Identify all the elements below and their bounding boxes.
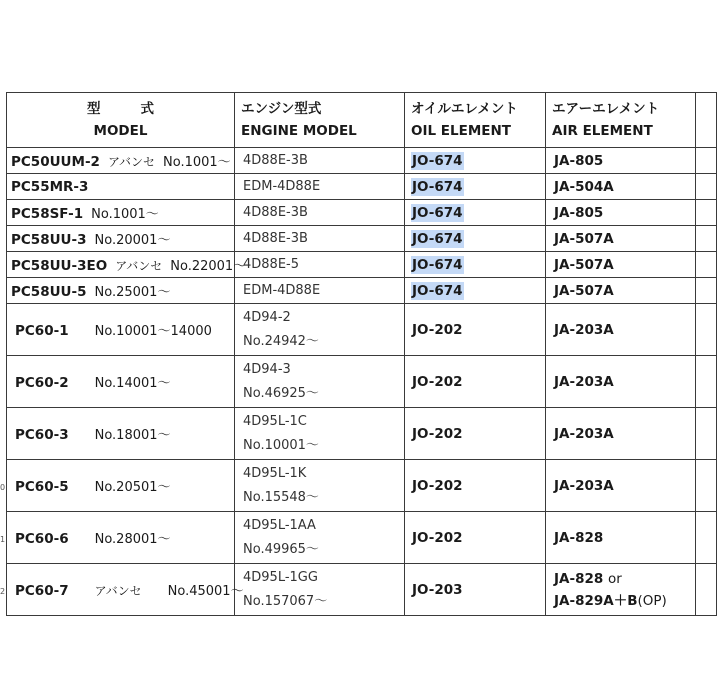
oil-element-cell	[405, 200, 546, 226]
header-engine-jp: エンジン型式	[241, 101, 322, 117]
model-code: PC60-6	[15, 531, 69, 547]
table-row	[7, 564, 717, 616]
engine-model-cell	[235, 512, 405, 564]
oil-element-part: JO-674	[412, 152, 463, 169]
engine-model-cell	[235, 356, 405, 408]
header-air-element	[546, 93, 696, 148]
table-row	[7, 174, 717, 200]
header-extra-column	[696, 93, 717, 148]
extra-column-cell	[696, 564, 717, 616]
air-element-or: or	[607, 570, 622, 587]
engine-model-cell	[235, 304, 405, 356]
air-element-part: JA-828	[554, 570, 604, 587]
model-cell	[7, 460, 235, 512]
model-serial: No.1001～	[163, 155, 231, 170]
air-element-part: JA-507A	[554, 282, 614, 299]
extra-column-cell	[696, 460, 717, 512]
model-serial: No.18001～	[94, 428, 171, 443]
extra-column-cell	[696, 356, 717, 408]
header-oil-jp: オイルエレメント	[411, 101, 518, 117]
extra-column-cell	[696, 200, 717, 226]
filter-cross-reference-table	[6, 92, 717, 616]
side-mark: 0	[0, 483, 6, 492]
model-code: PC50UUM-2	[11, 154, 100, 170]
extra-column-cell	[696, 174, 717, 200]
extra-column-cell	[696, 304, 717, 356]
header-model-jp: 型式	[87, 101, 194, 117]
header-model	[7, 93, 235, 148]
table-header-row	[7, 93, 717, 148]
oil-element-cell	[405, 252, 546, 278]
model-cell	[7, 408, 235, 460]
model-cell	[7, 278, 235, 304]
extra-column-cell	[696, 512, 717, 564]
oil-element-cell	[405, 356, 546, 408]
oil-element-part: JO-202	[412, 477, 463, 494]
engine-model-cell	[235, 564, 405, 616]
air-element-part: JA-504A	[554, 178, 614, 195]
header-engine-en: ENGINE MODEL	[241, 123, 357, 139]
model-cell	[7, 512, 235, 564]
air-element-part: JA-805	[554, 152, 604, 169]
oil-element-part: JO-674	[412, 230, 463, 247]
air-element-cell	[546, 148, 696, 174]
oil-element-cell	[405, 408, 546, 460]
oil-element-part: JO-203	[412, 581, 463, 598]
air-element-cell	[546, 226, 696, 252]
air-element-option: (OP)	[637, 592, 667, 609]
table-body	[7, 148, 717, 616]
air-element-part: JA-203A	[554, 425, 614, 442]
engine-model-line: No.15548～	[243, 489, 319, 505]
side-mark: 2	[0, 587, 6, 596]
engine-model-line: 4D95L-1AA	[243, 517, 316, 533]
table-row	[7, 148, 717, 174]
model-cell	[7, 564, 244, 616]
oil-element-cell	[405, 512, 546, 564]
header-air-en: AIR ELEMENT	[552, 123, 653, 139]
model-code: PC60-1	[15, 323, 69, 339]
model-code: PC55MR-3	[11, 178, 89, 195]
air-element-line	[554, 568, 695, 590]
oil-element-cell	[405, 460, 546, 512]
air-element-part: JA-203A	[554, 373, 614, 390]
table-row	[7, 512, 717, 564]
air-element-cell	[546, 304, 696, 356]
oil-element-cell	[405, 564, 546, 616]
air-element-part: JA-507A	[554, 256, 614, 273]
model-cell	[7, 356, 235, 408]
model-cell	[7, 252, 247, 278]
engine-model-line: 4D88E-3B	[243, 230, 308, 246]
engine-model-line: 4D88E-3B	[243, 152, 308, 168]
engine-model-line: 4D88E-5	[243, 256, 299, 272]
model-note: アバンセ	[115, 259, 163, 273]
model-code: PC60-3	[15, 427, 69, 443]
engine-model-cell	[235, 226, 405, 252]
oil-element-cell	[405, 304, 546, 356]
engine-model-cell	[235, 278, 405, 304]
model-cell	[7, 174, 235, 200]
header-air-jp: エアーエレメント	[552, 101, 660, 117]
oil-element-part: JO-202	[412, 321, 463, 338]
model-serial: No.14001～	[94, 376, 171, 391]
extra-column-cell	[696, 278, 717, 304]
engine-model-line: No.10001～	[243, 437, 319, 453]
air-element-part: JA-828	[554, 529, 604, 546]
header-oil-en: OIL ELEMENT	[411, 123, 512, 139]
header-oil-element	[405, 93, 546, 148]
engine-model-cell	[235, 174, 405, 200]
extra-column-cell	[696, 226, 717, 252]
engine-model-line: No.46925～	[243, 385, 319, 401]
side-mark: 1	[0, 535, 6, 544]
header-engine-model	[235, 93, 405, 148]
model-serial: No.1001～	[91, 207, 159, 222]
engine-model-line: 4D95L-1K	[243, 465, 307, 481]
model-cell	[7, 200, 235, 226]
table-row	[7, 252, 717, 278]
model-serial: No.20501～	[94, 480, 171, 495]
air-element-part: JA-203A	[554, 477, 614, 494]
model-serial: No.22001～	[170, 259, 247, 274]
oil-element-part: JO-202	[412, 373, 463, 390]
air-element-part: JA-203A	[554, 321, 614, 338]
oil-element-cell	[405, 148, 546, 174]
oil-element-part: JO-674	[412, 178, 463, 195]
model-cell	[7, 148, 235, 174]
engine-model-line: EDM-4D88E	[243, 178, 321, 194]
engine-model-cell	[235, 252, 405, 278]
model-code: PC58UU-3	[11, 232, 87, 248]
engine-model-line: 4D95L-1GG	[243, 569, 318, 585]
engine-model-cell	[235, 148, 405, 174]
model-note: アバンセ	[94, 584, 142, 598]
oil-element-part: JO-202	[412, 425, 463, 442]
air-element-cell	[546, 278, 696, 304]
table-row	[7, 408, 717, 460]
table-row	[7, 200, 717, 226]
air-element-part: JA-829A＋B	[554, 592, 638, 609]
model-serial: No.45001～	[167, 584, 244, 599]
model-code: PC60-7	[15, 583, 69, 599]
air-element-part: JA-805	[554, 204, 604, 221]
model-code: PC60-5	[15, 479, 69, 495]
engine-model-line: 4D94-3	[243, 361, 291, 377]
air-element-cell	[546, 460, 696, 512]
table-row	[7, 304, 717, 356]
air-element-part: JA-507A	[554, 230, 614, 247]
engine-model-line: No.49965～	[243, 541, 319, 557]
air-element-cell	[546, 408, 696, 460]
oil-element-cell	[405, 174, 546, 200]
air-element-cell	[546, 252, 696, 278]
table-row	[7, 226, 717, 252]
engine-model-cell	[235, 408, 405, 460]
model-code: PC58UU-3EO	[11, 258, 108, 274]
model-serial: No.10001～14000	[94, 324, 212, 339]
air-element-cell	[546, 564, 696, 616]
model-cell	[7, 304, 235, 356]
engine-model-line: 4D88E-3B	[243, 204, 308, 220]
header-model-en: MODEL	[93, 123, 148, 139]
air-element-cell	[546, 174, 696, 200]
extra-column-cell	[696, 252, 717, 278]
model-serial: No.20001～	[94, 233, 171, 248]
oil-element-part: JO-674	[412, 256, 463, 273]
engine-model-line: 4D94-2	[243, 309, 291, 325]
extra-column-cell	[696, 408, 717, 460]
table-row	[7, 460, 717, 512]
model-cell	[7, 226, 235, 252]
engine-model-line: 4D95L-1C	[243, 413, 307, 429]
engine-model-cell	[235, 200, 405, 226]
model-code: PC58UU-5	[11, 284, 87, 300]
model-serial: No.25001～	[94, 285, 171, 300]
oil-element-cell	[405, 226, 546, 252]
table-row	[7, 356, 717, 408]
air-element-cell	[546, 356, 696, 408]
air-element-cell	[546, 512, 696, 564]
oil-element-part: JO-674	[412, 282, 463, 299]
engine-model-line: No.24942～	[243, 333, 319, 349]
engine-model-line: No.157067～	[243, 593, 328, 609]
air-element-line	[554, 590, 695, 612]
engine-model-cell	[235, 460, 405, 512]
table-row	[7, 278, 717, 304]
model-code: PC60-2	[15, 375, 69, 391]
extra-column-cell	[696, 148, 717, 174]
oil-element-cell	[405, 278, 546, 304]
engine-model-line: EDM-4D88E	[243, 282, 321, 298]
model-serial: No.28001～	[94, 532, 171, 547]
air-element-cell	[546, 200, 696, 226]
oil-element-part: JO-202	[412, 529, 463, 546]
model-code: PC58SF-1	[11, 206, 84, 222]
model-note: アバンセ	[107, 155, 155, 169]
oil-element-part: JO-674	[412, 204, 463, 221]
